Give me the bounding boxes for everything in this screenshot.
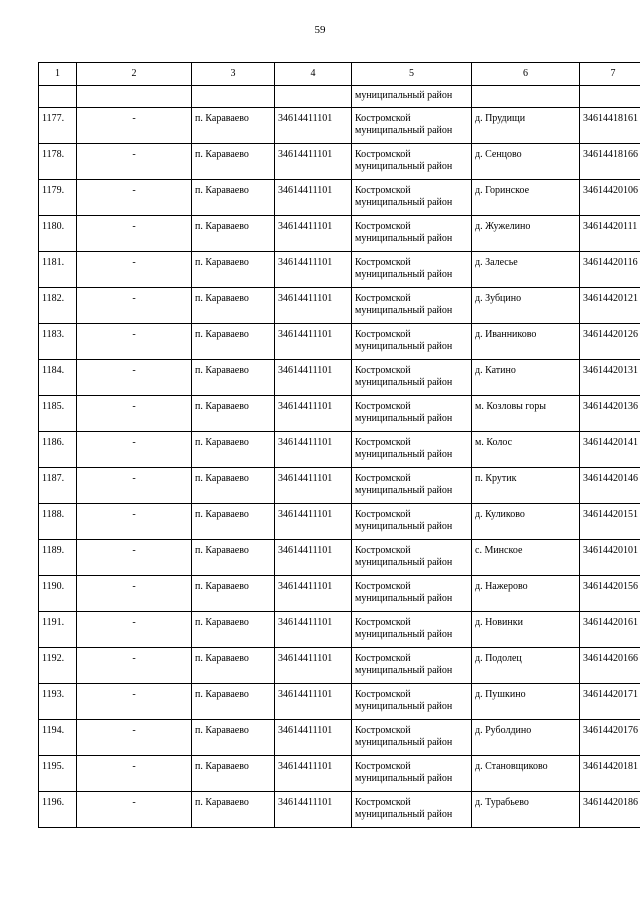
district-line-2: муниципальный район <box>355 737 453 748</box>
table-row <box>39 756 640 792</box>
locality-cell: п. Крутик <box>475 473 517 484</box>
settlement-cell: п. Караваево <box>195 509 249 520</box>
district-line-1: Костромской <box>355 545 411 556</box>
table-row <box>39 360 640 396</box>
settlement-cell: п. Караваево <box>195 329 249 340</box>
district-line-1: Костромской <box>355 725 411 736</box>
district-line-1: Костромской <box>355 329 411 340</box>
locality-code-cell: 34614420111 <box>583 221 638 232</box>
locality-cell: д. Зубцино <box>475 293 522 304</box>
district-line-2: муниципальный район <box>355 233 453 244</box>
district-line-2: муниципальный район <box>355 593 453 604</box>
locality-cell: м. Колос <box>475 437 513 448</box>
oktmo-code-cell: 34614411101 <box>278 257 333 268</box>
district-cell <box>352 576 471 605</box>
oktmo-code-cell: 34614411101 <box>278 689 333 700</box>
settlement-cell: п. Караваево <box>195 761 249 772</box>
row-number-cell: 1193. <box>42 689 65 700</box>
continuation-row <box>39 86 640 108</box>
district-line-2: муниципальный район <box>355 305 453 316</box>
dash-cell: - <box>132 149 136 160</box>
district-line-1: Костромской <box>355 689 411 700</box>
row-number-cell: 1183. <box>42 329 65 340</box>
district-cell <box>352 792 471 821</box>
oktmo-code-cell: 34614411101 <box>278 113 333 124</box>
district-line-2: муниципальный район <box>355 341 453 352</box>
row-number-cell: 1196. <box>42 797 65 808</box>
locality-code-cell: 34614420121 <box>583 293 638 304</box>
settlement-cell: п. Караваево <box>195 437 249 448</box>
locality-code-cell: 34614418166 <box>583 149 638 160</box>
district-cell <box>352 756 471 785</box>
district-line-1: Костромской <box>355 257 411 268</box>
district-line-1: Костромской <box>355 509 411 520</box>
table-row <box>39 540 640 576</box>
continuation-cell-1 <box>39 86 76 90</box>
column-header-2: 2 <box>77 63 192 86</box>
locality-cell: д. Новинки <box>475 617 523 628</box>
locality-cell: д. Становщиково <box>475 761 548 772</box>
column-header-7: 7 <box>580 63 640 86</box>
district-cell <box>352 180 471 209</box>
locality-code-cell: 34614420106 <box>583 185 638 196</box>
settlement-cell: п. Караваево <box>195 725 249 736</box>
oktmo-code-cell: 34614411101 <box>278 797 333 808</box>
dash-cell: - <box>132 617 136 628</box>
locality-code-cell: 34614420126 <box>583 329 638 340</box>
district-line-1: Костромской <box>355 221 411 232</box>
district-line-1: Костромской <box>355 113 411 124</box>
oktmo-code-cell: 34614411101 <box>278 509 333 520</box>
district-cell <box>352 612 471 641</box>
oktmo-code-cell: 34614411101 <box>278 293 333 304</box>
locality-cell: д. Подолец <box>475 653 522 664</box>
dash-cell: - <box>132 185 136 196</box>
column-header-3: 3 <box>192 63 275 86</box>
district-line-1: Костромской <box>355 401 411 412</box>
district-line-2: муниципальный район <box>355 377 453 388</box>
registry-table <box>38 62 640 828</box>
table-row <box>39 576 640 612</box>
oktmo-code-cell: 34614411101 <box>278 437 333 448</box>
district-line-2: муниципальный район <box>355 485 453 496</box>
district-line-1: Костромской <box>355 617 411 628</box>
row-number-cell: 1195. <box>42 761 65 772</box>
district-line-2: муниципальный район <box>355 521 453 532</box>
district-line-1: Костромской <box>355 149 411 160</box>
district-line-2: муниципальный район <box>355 413 453 424</box>
row-number-cell: 1184. <box>42 365 65 376</box>
district-line-2: муниципальный район <box>355 809 453 820</box>
settlement-cell: п. Караваево <box>195 221 249 232</box>
district-line-2: муниципальный район <box>355 557 453 568</box>
oktmo-code-cell: 34614411101 <box>278 545 333 556</box>
district-line-2: муниципальный район <box>355 125 453 136</box>
locality-cell: д. Катино <box>475 365 516 376</box>
locality-code-cell: 34614418161 <box>583 113 638 124</box>
district-cell <box>352 144 471 173</box>
locality-cell: д. Иванниково <box>475 329 537 340</box>
continuation-cell-5: муниципальный район <box>355 90 453 101</box>
settlement-cell: п. Караваево <box>195 797 249 808</box>
table-row <box>39 396 640 432</box>
dash-cell: - <box>132 761 136 772</box>
locality-cell: д. Залесье <box>475 257 518 268</box>
dash-cell: - <box>132 401 136 412</box>
district-cell <box>352 540 471 569</box>
dash-cell: - <box>132 365 136 376</box>
locality-cell: м. Козловы горы <box>475 401 546 412</box>
continuation-cell-2 <box>77 86 191 90</box>
dash-cell: - <box>132 437 136 448</box>
district-line-1: Костромской <box>355 581 411 592</box>
locality-code-cell: 34614420101 <box>583 545 638 556</box>
locality-cell: д. Сенцово <box>475 149 522 160</box>
dash-cell: - <box>132 329 136 340</box>
district-cell <box>352 108 471 137</box>
locality-code-cell: 34614420146 <box>583 473 638 484</box>
district-cell <box>352 468 471 497</box>
settlement-cell: п. Караваево <box>195 617 249 628</box>
row-number-cell: 1179. <box>42 185 65 196</box>
dash-cell: - <box>132 221 136 232</box>
settlement-cell: п. Караваево <box>195 149 249 160</box>
district-line-1: Костромской <box>355 653 411 664</box>
oktmo-code-cell: 34614411101 <box>278 581 333 592</box>
oktmo-code-cell: 34614411101 <box>278 401 333 412</box>
district-line-1: Костромской <box>355 473 411 484</box>
locality-code-cell: 34614420116 <box>583 257 638 268</box>
district-line-1: Костромской <box>355 437 411 448</box>
row-number-cell: 1177. <box>42 113 65 124</box>
locality-cell: д. Нажерово <box>475 581 528 592</box>
row-number-cell: 1182. <box>42 293 65 304</box>
table-row <box>39 648 640 684</box>
district-line-1: Костромской <box>355 365 411 376</box>
district-cell <box>352 432 471 461</box>
district-line-2: муниципальный район <box>355 629 453 640</box>
continuation-cell-7 <box>580 86 640 90</box>
locality-code-cell: 34614420181 <box>583 761 638 772</box>
table-row <box>39 684 640 720</box>
dash-cell: - <box>132 725 136 736</box>
locality-code-cell: 34614420151 <box>583 509 638 520</box>
locality-cell: д. Прудищи <box>475 113 526 124</box>
settlement-cell: п. Караваево <box>195 689 249 700</box>
locality-code-cell: 34614420166 <box>583 653 638 664</box>
table-row <box>39 216 640 252</box>
column-header-6: 6 <box>472 63 580 86</box>
district-line-1: Костромской <box>355 761 411 772</box>
dash-cell: - <box>132 473 136 484</box>
locality-cell: д. Куликово <box>475 509 525 520</box>
row-number-cell: 1178. <box>42 149 65 160</box>
settlement-cell: п. Караваево <box>195 545 249 556</box>
oktmo-code-cell: 34614411101 <box>278 473 333 484</box>
district-cell <box>352 504 471 533</box>
dash-cell: - <box>132 797 136 808</box>
oktmo-code-cell: 34614411101 <box>278 221 333 232</box>
page-number: 59 <box>314 24 326 36</box>
dash-cell: - <box>132 581 136 592</box>
district-cell <box>352 324 471 353</box>
table-row <box>39 720 640 756</box>
locality-code-cell: 34614420156 <box>583 581 638 592</box>
district-line-2: муниципальный район <box>355 449 453 460</box>
district-line-1: Костромской <box>355 293 411 304</box>
settlement-cell: п. Караваево <box>195 185 249 196</box>
oktmo-code-cell: 34614411101 <box>278 653 333 664</box>
continuation-cell-4 <box>275 86 351 90</box>
continuation-cell-3 <box>192 86 274 90</box>
locality-code-cell: 34614420186 <box>583 797 638 808</box>
district-line-2: муниципальный район <box>355 197 453 208</box>
column-header-4: 4 <box>275 63 352 86</box>
row-number-cell: 1192. <box>42 653 65 664</box>
row-number-cell: 1191. <box>42 617 65 628</box>
oktmo-code-cell: 34614411101 <box>278 761 333 772</box>
column-header-1: 1 <box>39 63 77 86</box>
row-number-cell: 1194. <box>42 725 65 736</box>
dash-cell: - <box>132 257 136 268</box>
settlement-cell: п. Караваево <box>195 113 249 124</box>
table-row <box>39 144 640 180</box>
table-row <box>39 180 640 216</box>
continuation-cell-6 <box>472 86 579 90</box>
row-number-cell: 1189. <box>42 545 65 556</box>
locality-code-cell: 34614420161 <box>583 617 638 628</box>
locality-code-cell: 34614420131 <box>583 365 638 376</box>
row-number-cell: 1190. <box>42 581 65 592</box>
table-row <box>39 288 640 324</box>
row-number-cell: 1185. <box>42 401 65 412</box>
district-line-1: Костромской <box>355 797 411 808</box>
table-row <box>39 792 640 828</box>
dash-cell: - <box>132 689 136 700</box>
row-number-cell: 1187. <box>42 473 65 484</box>
district-cell <box>352 684 471 713</box>
table-header-row <box>39 63 640 86</box>
locality-cell: д. Жужелино <box>475 221 531 232</box>
table-row <box>39 108 640 144</box>
district-cell <box>352 648 471 677</box>
settlement-cell: п. Караваево <box>195 401 249 412</box>
table-row <box>39 468 640 504</box>
dash-cell: - <box>132 509 136 520</box>
district-line-2: муниципальный район <box>355 161 453 172</box>
settlement-cell: п. Караваево <box>195 365 249 376</box>
locality-code-cell: 34614420176 <box>583 725 638 736</box>
row-number-cell: 1180. <box>42 221 65 232</box>
district-cell <box>352 216 471 245</box>
table-row <box>39 612 640 648</box>
locality-cell: д. Горинское <box>475 185 530 196</box>
district-cell <box>352 252 471 281</box>
row-number-cell: 1186. <box>42 437 65 448</box>
locality-code-cell: 34614420141 <box>583 437 638 448</box>
table-row <box>39 504 640 540</box>
district-line-1: Костромской <box>355 185 411 196</box>
dash-cell: - <box>132 653 136 664</box>
locality-code-cell: 34614420136 <box>583 401 638 412</box>
settlement-cell: п. Караваево <box>195 581 249 592</box>
settlement-cell: п. Караваево <box>195 653 249 664</box>
district-line-2: муниципальный район <box>355 701 453 712</box>
dash-cell: - <box>132 293 136 304</box>
column-header-5: 5 <box>352 63 472 86</box>
oktmo-code-cell: 34614411101 <box>278 725 333 736</box>
row-number-cell: 1188. <box>42 509 65 520</box>
table-row <box>39 324 640 360</box>
row-number-cell: 1181. <box>42 257 65 268</box>
oktmo-code-cell: 34614411101 <box>278 365 333 376</box>
district-cell <box>352 288 471 317</box>
locality-cell: д. Пушкино <box>475 689 526 700</box>
settlement-cell: п. Караваево <box>195 293 249 304</box>
district-line-2: муниципальный район <box>355 269 453 280</box>
district-cell <box>352 360 471 389</box>
district-line-2: муниципальный район <box>355 665 453 676</box>
settlement-cell: п. Караваево <box>195 257 249 268</box>
oktmo-code-cell: 34614411101 <box>278 149 333 160</box>
oktmo-code-cell: 34614411101 <box>278 185 333 196</box>
settlement-cell: п. Караваево <box>195 473 249 484</box>
dash-cell: - <box>132 545 136 556</box>
dash-cell: - <box>132 113 136 124</box>
district-line-2: муниципальный район <box>355 773 453 784</box>
table-row <box>39 252 640 288</box>
district-cell <box>352 396 471 425</box>
locality-cell: д. Турабьево <box>475 797 529 808</box>
locality-cell: с. Минское <box>475 545 523 556</box>
table-row <box>39 432 640 468</box>
oktmo-code-cell: 34614411101 <box>278 329 333 340</box>
district-cell <box>352 720 471 749</box>
oktmo-code-cell: 34614411101 <box>278 617 333 628</box>
locality-code-cell: 34614420171 <box>583 689 638 700</box>
locality-cell: д. Руболдино <box>475 725 532 736</box>
